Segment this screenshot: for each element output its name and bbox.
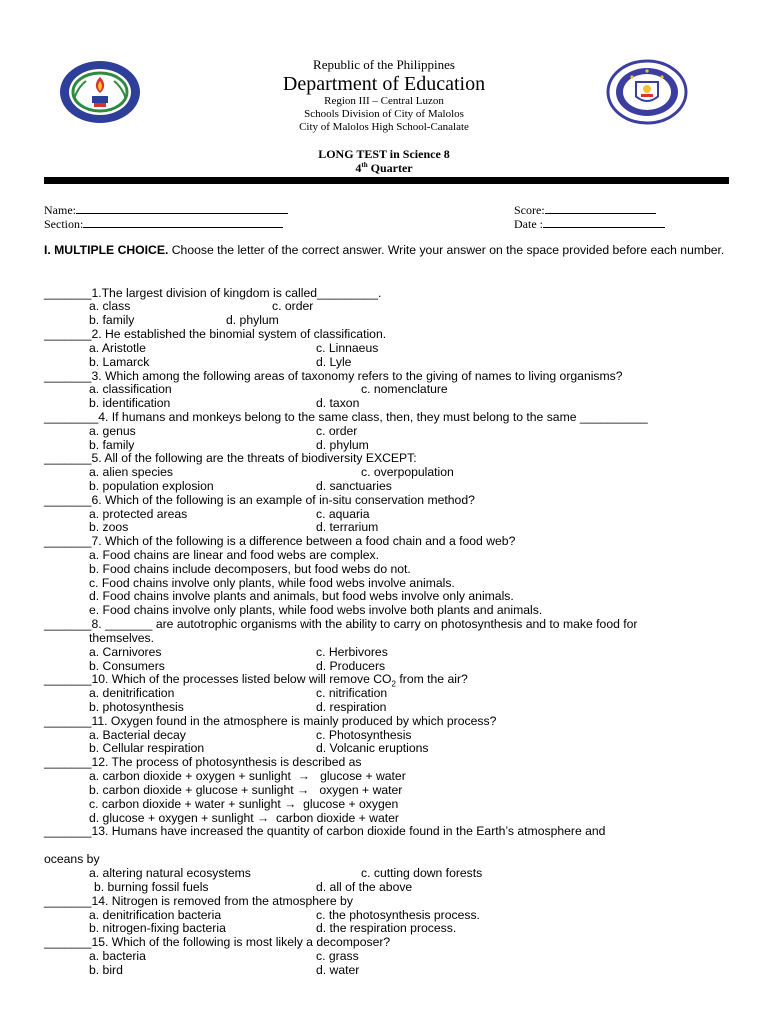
option-right: carbon dioxide + water (276, 811, 399, 825)
option: d. Producers (316, 659, 386, 673)
option: a. genus (89, 424, 136, 438)
option: b. Consumers (89, 659, 165, 673)
option (89, 770, 406, 784)
option: b. bird (89, 963, 123, 977)
region-line: Region III – Central Luzon (324, 95, 444, 107)
section-blank[interactable] (83, 217, 283, 228)
option: b. zoos (89, 520, 129, 534)
question-13-continued: oceans by (44, 852, 100, 866)
question-12: _______12. The process of photosynthesis is described as (44, 755, 362, 769)
republic-line: Republic of the Philippines (313, 57, 455, 72)
question-15: _______15. Which of the following is most likely a decomposer? (44, 935, 391, 949)
score-label: Score: (514, 203, 545, 217)
option-left: c. carbon dioxide + water + sunlight (89, 797, 281, 811)
option: b. identification (89, 396, 171, 410)
question-7: _______7. Which of the following is a difference between a food chain and a food web? (44, 534, 516, 548)
instructions-text: Choose the letter of the correct answer. Write your answer on the space provided before each number. (168, 243, 725, 257)
option: c. nomenclature (361, 382, 448, 396)
option: c. Herbivores (316, 645, 388, 659)
option (89, 798, 398, 812)
option: d. respiration (316, 700, 387, 714)
name-label: Name: (44, 203, 76, 217)
quarter-suffix: th (361, 161, 368, 169)
option: c. cutting down forests (361, 866, 483, 880)
option: a. alien species (89, 465, 174, 479)
option: b. population explosion (89, 479, 214, 493)
header-rule (44, 177, 729, 184)
option: c. Food chains involve only plants, while food webs involve animals. (89, 576, 455, 590)
date-label: Date : (514, 217, 543, 231)
option: d. terrarium (316, 520, 379, 534)
arrow-icon: → (297, 769, 310, 783)
question-8-continued: themselves. (89, 631, 155, 645)
question-10-end: from the air? (395, 672, 468, 686)
option: a. Carnivores (89, 645, 162, 659)
test-title: LONG TEST in Science 8 (318, 147, 450, 161)
option-right: glucose + oxygen (303, 797, 399, 811)
option: d. Food chains involve plants and animals, but food webs involve only animals. (89, 589, 514, 603)
option: a. protected areas (89, 507, 188, 521)
question-1: _______1.The largest division of kingdom is called_________. (44, 286, 382, 300)
option: d. the respiration process. (316, 921, 457, 935)
arrow-icon: → (257, 811, 270, 825)
option: b. Cellular respiration (89, 741, 205, 755)
option: a. Aristotle (89, 341, 146, 355)
option-left: a. carbon dioxide + oxygen + sunlight (89, 769, 291, 783)
option-left: b. carbon dioxide + glucose + sunlight (89, 783, 294, 797)
option: d. phylum (316, 438, 369, 452)
name-field[interactable] (44, 203, 288, 218)
department-title: Department of Education (282, 73, 486, 95)
option: a. bacteria (89, 949, 146, 963)
option: b. Lamarck (89, 355, 150, 369)
question-3: _______3. Which among the following areas of taxonomy refers to the giving of names to living organisms? (44, 369, 623, 383)
section-field[interactable] (44, 217, 283, 232)
option: a. Bacterial decay (89, 728, 186, 742)
question-8: _______8. _______ are autotrophic organisms with the ability to carry on photosynthesis and to make food for (44, 617, 638, 631)
school-line: City of Malolos High School-Canalate (299, 121, 469, 133)
score-field[interactable] (514, 203, 656, 218)
quarter-number: 4 (355, 161, 362, 175)
option: d. phylum (226, 313, 279, 327)
option: c. nitrification (316, 686, 388, 700)
option: d. taxon (316, 396, 360, 410)
option: c. Photosynthesis (316, 728, 412, 742)
option: d. all of the above (316, 880, 413, 894)
option: b. Food chains include decomposers, but food webs do not. (89, 562, 411, 576)
date-blank[interactable] (543, 217, 665, 228)
question-10-text: _______10. Which of the processes listed below will remove CO (44, 672, 392, 686)
option-right: glucose + water (320, 769, 406, 783)
option: a. class (89, 299, 131, 313)
option: b. nitrogen-fixing bacteria (89, 921, 226, 935)
question-11: _______11. Oxygen found in the atmosphere is mainly produced by which process? (44, 714, 497, 728)
option: b. photosynthesis (89, 700, 184, 714)
option: b. family (89, 438, 135, 452)
question-4: ________4. If humans and monkeys belong to the same class, then, they must belong to the same __________ (44, 410, 648, 424)
option: a. denitrification (89, 686, 175, 700)
option-right: oxygen + water (319, 783, 403, 797)
question-5: _______5. All of the following are the threats of biodiversity EXCEPT: (44, 451, 417, 465)
option: e. Food chains involve only plants, while food webs involve both plants and animals. (89, 603, 543, 617)
name-blank[interactable] (76, 203, 288, 214)
option: a. denitrification bacteria (89, 908, 222, 922)
option: c. order (272, 299, 314, 313)
option: d. Lyle (316, 355, 352, 369)
option: d. water (316, 963, 360, 977)
option: c. the photosynthesis process. (316, 908, 480, 922)
option: d. sanctuaries (316, 479, 392, 493)
option: a. altering natural ecosystems (89, 866, 251, 880)
question-14: _______14. Nitrogen is removed from the atmosphere by (44, 894, 353, 908)
option: c. grass (316, 949, 359, 963)
question-13: _______13. Humans have increased the quantity of carbon dioxide found in the Earth’s atmosphere and (44, 824, 606, 838)
date-field[interactable] (514, 217, 665, 232)
co2-subscript: 2 (391, 679, 396, 689)
arrow-icon: → (297, 783, 310, 797)
instructions-heading: I. MULTIPLE CHOICE. (44, 243, 169, 257)
option: a. classification (89, 382, 172, 396)
division-line: Schools Division of City of Malolos (304, 108, 464, 120)
question-6: _______6. Which of the following is an example of in-situ conservation method? (44, 493, 475, 507)
option (89, 784, 402, 798)
option-left: d. glucose + oxygen + sunlight (89, 811, 254, 825)
option: d. Volcanic eruptions (316, 741, 429, 755)
option: b. family (89, 313, 135, 327)
score-blank[interactable] (545, 203, 656, 214)
quarter-line (0, 161, 768, 176)
question-2: _______2. He established the binomial system of classification. (44, 327, 387, 341)
option: c. Linnaeus (316, 341, 379, 355)
arrow-icon: → (284, 797, 297, 811)
option: c. aquaria (316, 507, 370, 521)
option: c. overpopulation (361, 465, 454, 479)
option: a. Food chains are linear and food webs are complex. (89, 548, 379, 562)
section-label: Section: (44, 217, 84, 231)
quarter-word: Quarter (370, 161, 413, 175)
instructions (44, 243, 734, 258)
option: c. order (316, 424, 358, 438)
option: b. burning fossil fuels (94, 880, 209, 894)
